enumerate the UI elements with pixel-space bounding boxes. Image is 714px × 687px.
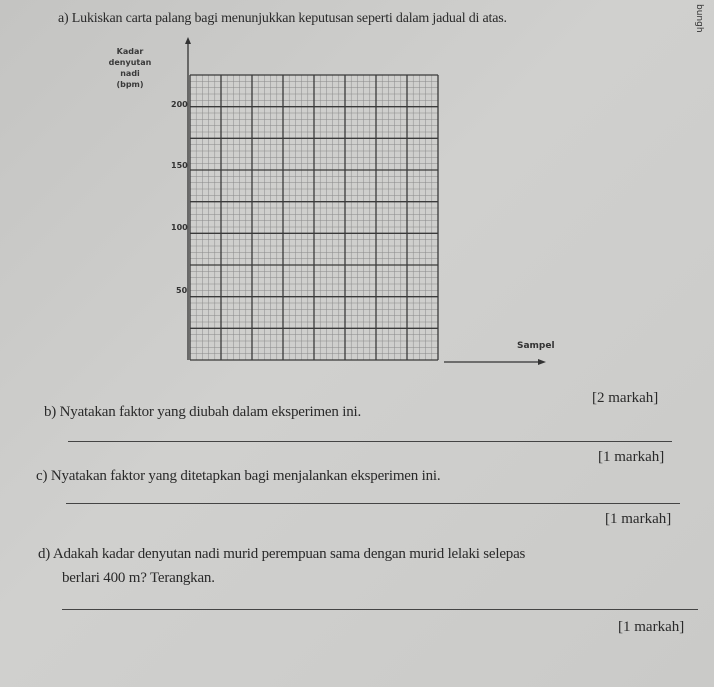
question-b	[44, 404, 361, 421]
question-a-text: Lukiskan carta palang bagi menunjukkan keputusan seperti dalam jadual di atas.	[71, 11, 507, 26]
side-note: bungh	[694, 4, 704, 33]
answer-line-d[interactable]	[62, 609, 698, 610]
y-tick-150: 150	[171, 161, 188, 170]
question-c-marks: [1 markah]	[605, 511, 672, 527]
question-b-marks: [1 markah]	[598, 449, 665, 465]
question-d-line1	[38, 546, 525, 563]
y-label-line: (bpm)	[116, 80, 144, 89]
question-c-label: c)	[36, 468, 48, 484]
answer-line-c[interactable]	[66, 503, 680, 504]
y-tick-50: 50	[176, 286, 188, 295]
question-d-line2: berlari 400 m? Terangkan.	[62, 570, 215, 586]
x-axis-arrow-icon	[538, 359, 546, 365]
question-a-marks: [2 markah]	[592, 390, 659, 406]
question-d-text: Adakah kadar denyutan nadi murid perempuan sama dengan murid lelaki selepas	[52, 546, 526, 562]
question-b-label: b)	[44, 404, 57, 420]
question-c-text: Nyatakan faktor yang ditetapkan bagi menjalankan eksperimen ini.	[50, 468, 441, 484]
y-tick-100: 100	[171, 223, 188, 232]
answer-line-b[interactable]	[68, 441, 672, 442]
x-axis-label: Sampel	[517, 341, 555, 351]
question-b-text: Nyatakan faktor yang diubah dalam eksperimen ini.	[59, 404, 362, 420]
question-d-label: d)	[38, 546, 51, 562]
y-label-line: denyutan	[108, 58, 152, 67]
question-d-marks: [1 markah]	[618, 619, 685, 635]
question-c	[36, 468, 440, 485]
y-label-line: Kadar	[116, 47, 144, 56]
y-axis-arrow-icon	[185, 37, 191, 44]
y-label-line: nadi	[120, 69, 140, 78]
question-a-label: a)	[58, 11, 69, 26]
y-tick-200: 200	[171, 100, 188, 109]
